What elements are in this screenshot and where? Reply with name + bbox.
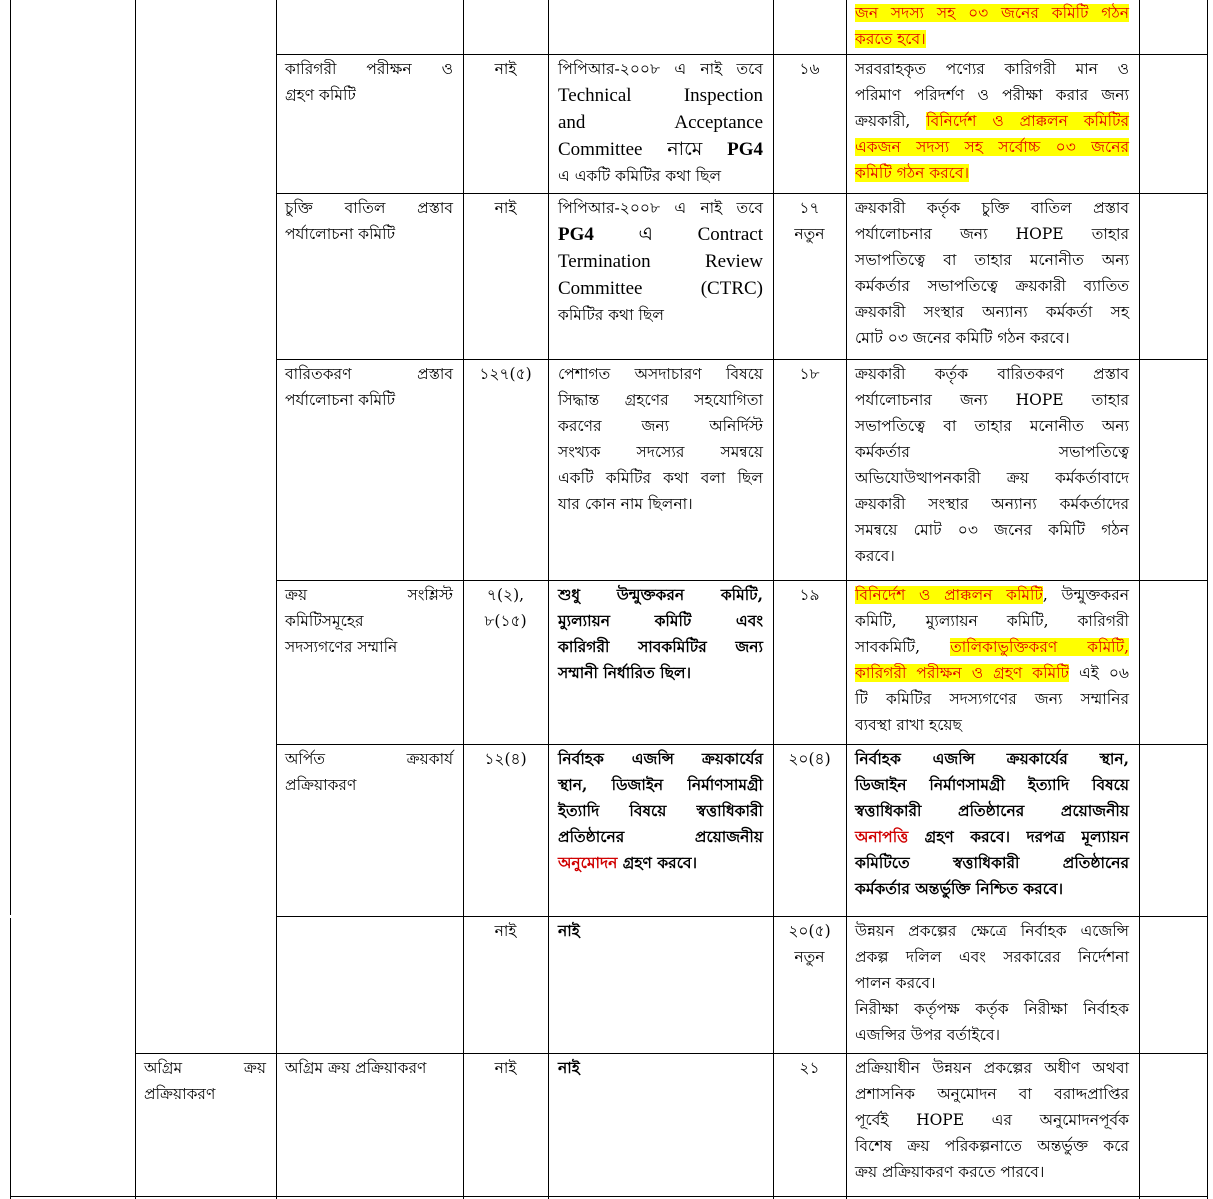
new-rule-number: ২১: [799, 1059, 820, 1077]
new-provision-text: নির্বাহক এজন্সি ক্রয়কার্যের স্থান, ডিজাইন নির্মাণসামগ্রী ইত্যাদি বিষয়ে স্বত্তাধিকারী প্রতিষ্ঠানের প্রয়োজনীয় অনাপত্তি গ্রহণ করবে। দরপত্র মূল্যায়ন কমিটিতে স্বত্তাধিকারী প্রতিষ্ঠানের কর্মকর্তার অন্তর্ভুক্তি নিশ্চিত করবে।: [855, 749, 1129, 898]
category-name: অগ্রিম ক্রয় প্রক্রিয়াকরণ: [144, 1059, 266, 1103]
old-provision-text: পিপিআর-২০০৮ এ নাই তবে Technical Inspection and Acceptance Committee নামে PG4 এ একটি কমিটির কথা ছিল: [558, 60, 763, 185]
col-divider-1: [135, 0, 136, 1199]
col-divider-2: [276, 0, 277, 1199]
committee-name: কারিগরী পরীক্ষন ও গ্রহণ কমিটি: [285, 60, 453, 104]
old-rule-number: ৭(২), ৮(১৫): [484, 586, 527, 630]
new-rule-number: ২০(৪): [788, 750, 831, 768]
table-border-right: [1207, 0, 1208, 1199]
table-border-left-lower: [10, 918, 11, 1199]
old-provision-text: নাই: [558, 1058, 580, 1077]
row-divider: [276, 580, 1208, 581]
old-rule-number: নাই: [494, 199, 517, 217]
row-divider: [276, 193, 1208, 194]
old-rule-number: নাই: [494, 1059, 517, 1077]
old-rule-number: ১২(৪): [484, 750, 527, 768]
highlight-text: করতে হবে।: [855, 30, 926, 48]
new-provision-text: সরবরাহকৃত পণ্যের কারিগরী মান ও পরিমাণ পরিদর্শণ ও পরীক্ষা করার জন্য ক্রয়কারী, বিনির্দেশ ও প্রাক্কলন কমিটির একজন সদস্য সহ সর্বোচ্চ ০৩ জনের কমিটি গঠন করবে।: [855, 60, 1129, 182]
row-divider: [276, 54, 1208, 55]
col-divider-4: [548, 0, 549, 1199]
new-provision-text: উন্নয়ন প্রকল্পের ক্ষেত্রে নির্বাহক এজেন্সি প্রকল্প দলিল এবং সরকারের নির্দেশনা পালন করবে। নিরীক্ষা কর্তৃপক্ষ কর্তৃক নিরীক্ষা নির্বাহক এজন্সির উপর বর্তাইবে।: [855, 922, 1129, 1044]
new-rule-number: ১৯: [799, 586, 820, 604]
old-provision-text: নির্বাহক এজন্সি ক্রয়কার্যের স্থান, ডিজাইন নির্মাণসামগ্রী ইত্যাদি বিষয়ে স্বত্তাধিকারী প্রতিষ্ঠানের প্রয়োজনীয় অনুমোদন গ্রহণ করবে।: [558, 749, 763, 872]
new-rule-number: ১৮: [799, 365, 820, 383]
old-rule-number: ১২৭(৫): [479, 365, 532, 383]
new-provision-text: বিনির্দেশ ও প্রাক্কলন কমিটি, উন্মুক্তকরন কমিটি, ম্যুল্যায়ন কমিটি, কারিগরী সাবকমিটি, তালিকাভুক্তিকরণ কমিটি, কারিগরী পরীক্ষন ও গ্রহণ কমিটি এই ০৬ টি কমিটির সদস্যগণের জন্য সম্মানির ব্যবস্থা রাখা হয়েছ: [855, 586, 1129, 734]
old-rule-number: নাই: [494, 60, 517, 78]
new-provision-text: প্রক্রিয়াধীন উন্নয়ন প্রকল্পের অধীণ অথবা প্রশাসনিক অনুমোদন বা বরাদ্দপ্রাপ্তির পূর্বেই HOPE এর অনুমোদনপূর্বক বিশেষ ক্রয় পরিকল্পনাতে অন্তর্ভুক্ত করে ক্রয় প্রক্রিয়াকরণ করতে পারবে।: [855, 1059, 1129, 1181]
row-divider: [276, 744, 1208, 745]
new-provision-text: ক্রয়কারী কর্তৃক বারিতকরণ প্রস্তাব পর্যালোচনার জন্য HOPE তাহার সভাপতিত্বে বা তাহার মনোনীত অন্য কর্মকর্তার সভাপতিত্বে অভিযোউত্থাপনকারী ক্রয় কর্মকর্তাবাদে ক্রয়কারী সংস্থার অন্যান্য কর্মকর্তাদের সমন্বয়ে মোট ০৩ জনের কমিটি গঠন করবে।: [855, 365, 1129, 565]
committee-name: অর্পিত ক্রয়কার্য প্রক্রিয়াকরণ: [285, 750, 453, 794]
committee-name: অগ্রিম ক্রয় প্রক্রিয়াকরণ: [285, 1059, 427, 1077]
highlight-text: জন সদস্য সহ ০৩ জনের কমিটি গঠন: [855, 4, 1129, 22]
new-rule-number: ১৭ নতুন: [794, 199, 825, 243]
old-provision-text: শুধু উন্মুক্তকরন কমিটি, ম্যুল্যায়ন কমিটি এবং কারিগরী সাবকমিটির জন্য সম্মানী নির্ধারিত ছিল।: [558, 585, 763, 682]
old-rule-number: নাই: [494, 922, 517, 940]
old-provision-text: পেশাগত অসদাচারণ বিষয়ে সিদ্ধান্ত গ্রহণের সহযোগিতা করণের জন্য অনির্দিস্ট সংখ্যক সদস্যের সমন্বয়ে একটি কমিটির কথা বলা ছিল যার কোন নাম ছিলনা।: [558, 365, 763, 513]
committee-name: বারিতকরণ প্রস্তাব পর্যালোচনা কমিটি: [285, 365, 453, 409]
table-border-bottom: [10, 1196, 1208, 1197]
row-divider: [276, 916, 1208, 917]
committee-name: ক্রয় সংশ্লিস্ট কমিটিসমূহের সদস্যগণের সম্মানি: [285, 586, 453, 656]
old-provision-text: পিপিআর-২০০৮ এ নাই তবে PG4 এ Contract Termination Review Committee (CTRC) কমিটির কথা ছিল: [558, 199, 763, 324]
table-border-left: [10, 0, 11, 915]
committee-name: চুক্তি বাতিল প্রস্তাব পর্যালোচনা কমিটি: [285, 199, 453, 243]
row-divider: [135, 1053, 1208, 1054]
old-provision-text: নাই: [558, 921, 580, 940]
col-divider-7: [1139, 0, 1140, 1199]
new-rule-number: ১৬: [799, 60, 820, 78]
row-divider: [276, 359, 1208, 360]
new-provision-text: ক্রয়কারী কর্তৃক চুক্তি বাতিল প্রস্তাব পর্যালোচনার জন্য HOPE তাহার সভাপতিত্বে বা তাহার মনোনীত অন্য কর্মকর্তার সভাপতিত্বে ক্রয়কারী ব্যাতিত ক্রয়কারী সংস্থার অন্যান্য কর্মকর্তা সহ মোট ০৩ জনের কমিটি গঠন করবে।: [855, 199, 1129, 347]
new-rule-number: ২০(৫) নতুন: [788, 922, 831, 966]
col-divider-6: [846, 0, 847, 1199]
new-provision-text: [855, 0, 1129, 52]
